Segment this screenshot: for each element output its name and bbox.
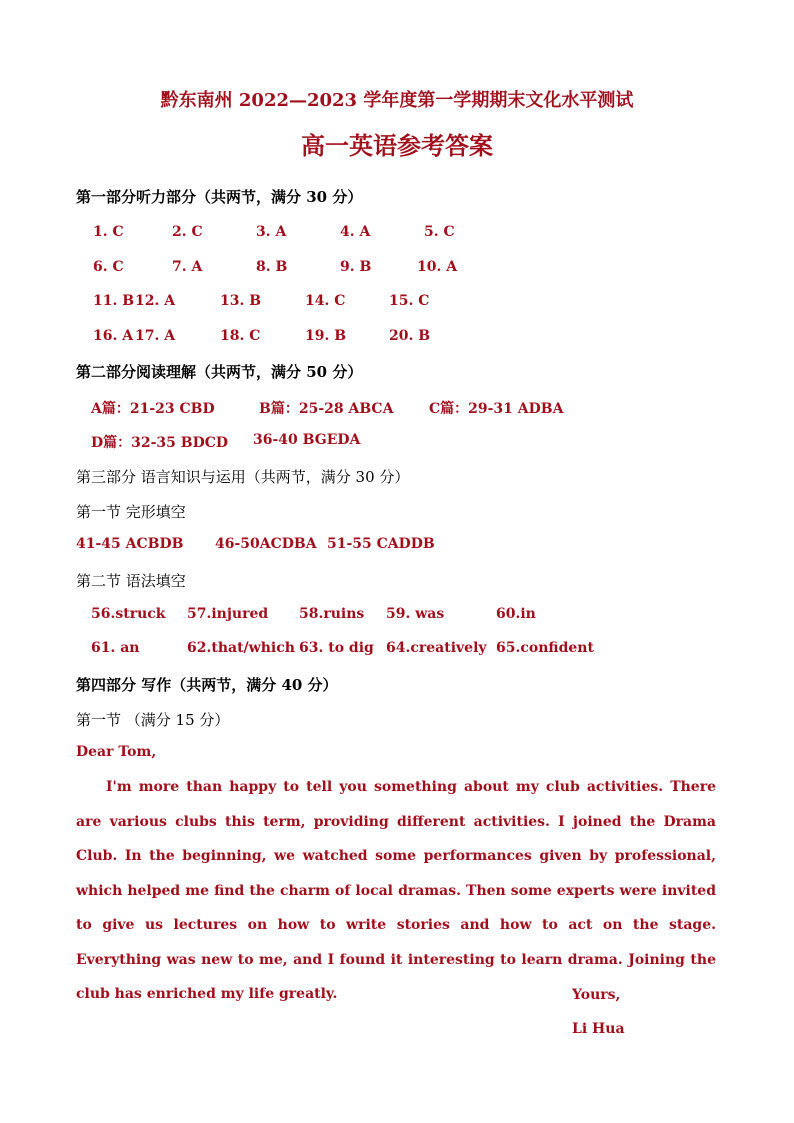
answer-18: 18. C [220, 328, 261, 344]
answer-7: 7. A [172, 259, 203, 275]
answer-3: 3. A [256, 224, 287, 240]
grammar-60: 60.in [496, 606, 536, 622]
letter-signature: Li Hua [572, 1021, 625, 1037]
answer-6: 6. C [93, 259, 124, 275]
part4-heading: 第四部分 写作（共两节，满分 40 分） [76, 676, 338, 694]
reading-d: D篇：32-35 BDCD [91, 435, 229, 451]
grammar-62: 62.that/which [187, 640, 295, 656]
cloze-answers-2: 46-50ACDBA [215, 536, 317, 552]
answer-12: 12. A [135, 293, 176, 309]
grammar-59: 59. was [386, 606, 445, 622]
part2-heading: 第二部分阅读理解（共两节，满分 50 分） [76, 363, 363, 381]
answer-13: 13. B [220, 293, 262, 309]
letter-closing: Yours, [572, 987, 621, 1003]
grammar-heading: 第二节 语法填空 [76, 572, 186, 590]
cloze-answers-1: 41-45 ACBDB [76, 536, 184, 552]
answer-10: 10. A [417, 259, 458, 275]
grammar-56: 56.struck [91, 606, 166, 622]
answer-11: 11. B [93, 293, 135, 309]
answer-9: 9. B [340, 259, 372, 275]
exam-title: 黔东南州 2022—2023 学年度第一学期期末文化水平测试 [160, 90, 634, 111]
cloze-answers-3: 51-55 CADDB [327, 536, 435, 552]
reading-seven-choose-five: 36-40 BGEDA [253, 432, 361, 448]
letter-greeting: Dear Tom, [76, 744, 157, 760]
writing-section1-heading: 第一节 （满分 15 分） [76, 711, 230, 729]
answer-4: 4. A [340, 224, 371, 240]
answer-8: 8. B [256, 259, 288, 275]
answer-16: 16. A [93, 328, 134, 344]
cloze-heading: 第一节 完形填空 [76, 503, 186, 521]
part3-heading: 第三部分 语言知识与运用（共两节，满分 30 分） [76, 468, 410, 486]
grammar-65: 65.confident [496, 640, 594, 656]
reading-c: C篇：29-31 ADBA [429, 401, 564, 417]
answer-5: 5. C [424, 224, 455, 240]
letter-body: I'm more than happy to tell you something about my club activities. There are various clubs this term, providing different activities. I joined the Drama Club. In the beginning, we watched some performances given by professional, which helped me find the charm of local dramas. Then some experts were invited to give us lectures on how to write stories and how to act on the stage. Everything was new to me, and I found it interesting to learn drama. Joining the club has enriched my life greatly. [76, 779, 716, 1002]
reading-a: A篇：21-23 CBD [91, 401, 215, 417]
grammar-58: 58.ruins [299, 606, 365, 622]
grammar-61: 61. an [91, 640, 140, 656]
grammar-64: 64.creatively [386, 640, 487, 656]
grammar-63: 63. to dig [299, 640, 374, 656]
grammar-57: 57.injured [187, 606, 269, 622]
answer-17: 17. A [135, 328, 176, 344]
answer-19: 19. B [305, 328, 347, 344]
answer-20: 20. B [389, 328, 431, 344]
answer-14: 14. C [305, 293, 346, 309]
answer-1: 1. C [93, 224, 124, 240]
answer-2: 2. C [172, 224, 203, 240]
part1-heading: 第一部分听力部分（共两节，满分 30 分） [76, 188, 363, 206]
answer-15: 15. C [389, 293, 430, 309]
exam-subtitle: 高一英语参考答案 [301, 131, 493, 160]
reading-b: B篇：25-28 ABCA [259, 401, 394, 417]
